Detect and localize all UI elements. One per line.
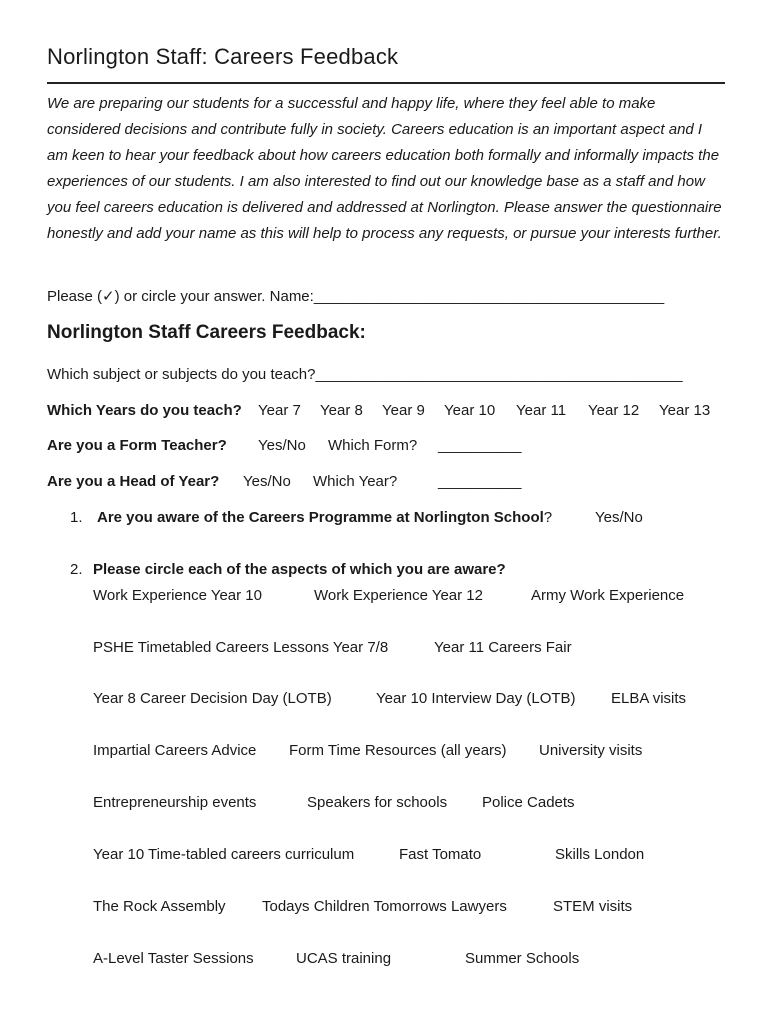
aspect-option[interactable]: Year 10 Time-tabled careers curriculum bbox=[93, 846, 355, 863]
form-teacher-question-text: Are you a Form Teacher? bbox=[47, 437, 227, 454]
subject-question-text: Which subject or subjects do you teach? bbox=[47, 366, 316, 383]
year-option-9[interactable]: Year 9 bbox=[382, 402, 425, 419]
intro-paragraph: We are preparing our students for a successful and happy life, where they feel able to make considered decisions and contribute fully in society. Careers education is an important aspect and I am keen to hear your feedback about how careers education both formally and informally impacts the experiences of our students. I am also interested to find out our knowledge base as a staff and how you feel careers education is delivered and addressed at Norlington. Please answer the questionnaire honestly and add your name as this will help to process any requests, or pursue your interests further. bbox=[47, 95, 722, 242]
name-field[interactable]: __________________________________________ bbox=[313, 288, 665, 305]
instruction-line bbox=[47, 287, 664, 305]
aspect-option[interactable]: Skills London bbox=[555, 846, 645, 863]
year-option-13[interactable]: Year 13 bbox=[659, 402, 711, 419]
aspect-option[interactable]: Year 11 Careers Fair bbox=[434, 639, 572, 656]
aspect-option[interactable]: University visits bbox=[539, 742, 643, 759]
section-heading: Norlington Staff Careers Feedback: bbox=[47, 322, 366, 343]
year-option-10[interactable]: Year 10 bbox=[444, 402, 496, 419]
aspect-option[interactable]: Impartial Careers Advice bbox=[93, 742, 257, 759]
year-option-7[interactable]: Year 7 bbox=[258, 402, 301, 419]
aspect-option[interactable]: The Rock Assembly bbox=[93, 898, 226, 915]
head-of-year-yes-no[interactable]: Yes/No bbox=[243, 473, 291, 490]
question-1-text: Are you aware of the Careers Programme at Norlington School bbox=[97, 509, 544, 526]
which-form-label: Which Form? bbox=[328, 437, 418, 454]
head-of-year-question-text: Are you a Head of Year? bbox=[47, 473, 220, 490]
subject-field[interactable]: ____________________________________________ bbox=[315, 366, 683, 383]
question-1-yes-no[interactable]: Yes/No bbox=[595, 509, 643, 526]
aspect-option[interactable]: UCAS training bbox=[296, 950, 392, 967]
aspect-option[interactable]: PSHE Timetabled Careers Lessons Year 7/8 bbox=[93, 639, 389, 656]
head-of-year-question bbox=[47, 473, 522, 490]
years-question bbox=[47, 402, 711, 419]
which-year-label: Which Year? bbox=[313, 473, 398, 490]
aspect-option[interactable]: Work Experience Year 10 bbox=[93, 587, 262, 604]
form-teacher-yes-no[interactable]: Yes/No bbox=[258, 437, 306, 454]
aspect-option[interactable]: Work Experience Year 12 bbox=[314, 587, 483, 604]
question-2-number: 2. bbox=[70, 561, 83, 578]
instruction-text: Please (✓) or circle your answer. Name: bbox=[47, 288, 314, 305]
which-year-field[interactable]: __________ bbox=[438, 473, 522, 490]
aspect-option[interactable]: STEM visits bbox=[553, 898, 633, 915]
year-option-8[interactable]: Year 8 bbox=[320, 402, 363, 419]
aspect-option[interactable]: Army Work Experience bbox=[531, 587, 685, 604]
which-form-field[interactable]: __________ bbox=[438, 437, 522, 454]
aspect-option[interactable]: Summer Schools bbox=[465, 950, 580, 967]
aspect-option[interactable]: Year 10 Interview Day (LOTB) bbox=[376, 690, 576, 707]
aspect-option[interactable]: Entrepreneurship events bbox=[93, 794, 257, 811]
question-1 bbox=[97, 509, 643, 526]
aspect-option[interactable]: Police Cadets bbox=[482, 794, 575, 811]
aspect-option[interactable]: A-Level Taster Sessions bbox=[93, 950, 254, 967]
aspect-option[interactable]: Todays Children Tomorrows Lawyers bbox=[262, 898, 507, 915]
aspect-option[interactable]: Speakers for schools bbox=[307, 794, 448, 811]
page-title: Norlington Staff: Careers Feedback bbox=[47, 44, 399, 69]
year-option-12[interactable]: Year 12 bbox=[588, 402, 640, 419]
question-1-qmark: ? bbox=[543, 509, 553, 526]
question-2-text: Please circle each of the aspects of which you are aware? bbox=[93, 561, 506, 578]
form-teacher-question bbox=[47, 437, 522, 454]
year-option-11[interactable]: Year 11 bbox=[516, 402, 567, 419]
question-1-number: 1. bbox=[70, 509, 83, 526]
aspect-option[interactable]: Fast Tomato bbox=[399, 846, 482, 863]
title-divider bbox=[47, 82, 725, 84]
years-question-text: Which Years do you teach? bbox=[47, 402, 242, 419]
subject-question bbox=[47, 366, 683, 383]
aspect-option[interactable]: Year 8 Career Decision Day (LOTB) bbox=[93, 690, 332, 707]
aspect-option[interactable]: ELBA visits bbox=[611, 690, 687, 707]
aspect-option[interactable]: Form Time Resources (all years) bbox=[289, 742, 507, 759]
